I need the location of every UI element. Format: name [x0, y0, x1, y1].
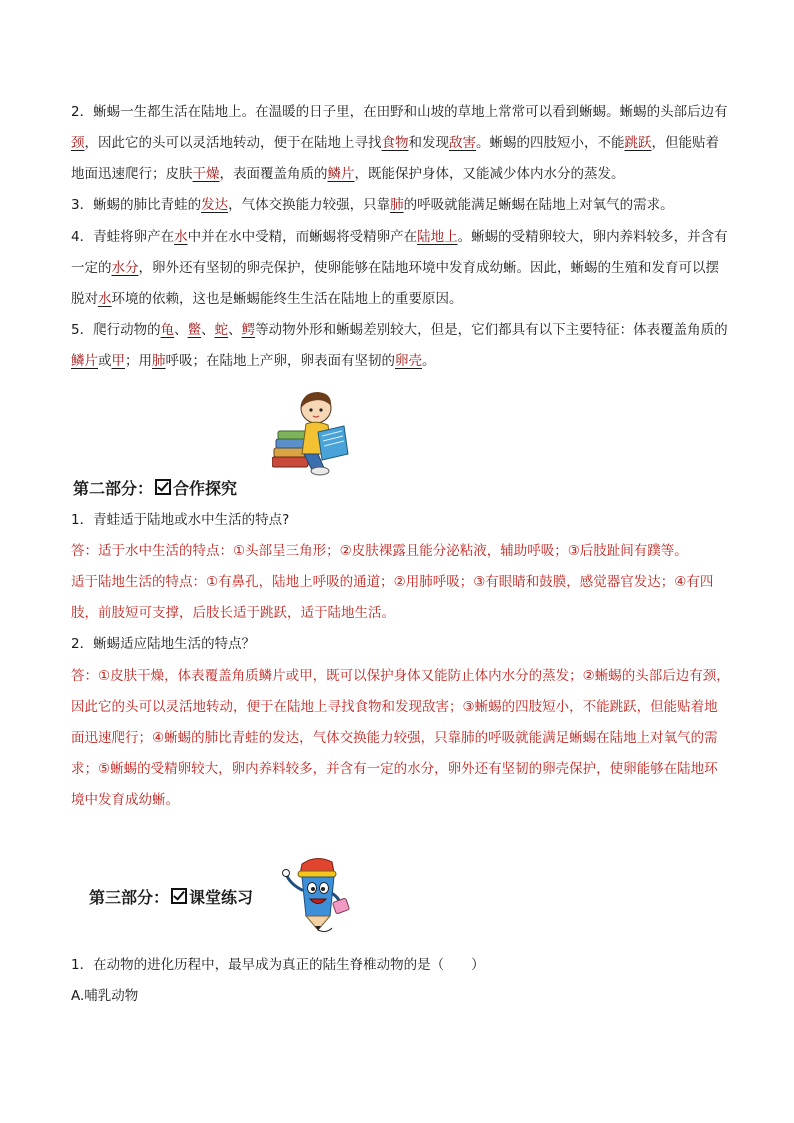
exercise-question-1: 1．在动物的进化历程中，最早成为真正的陆生脊椎动物的是（ ）: [71, 957, 485, 973]
blank-neck: 颈: [71, 135, 85, 151]
blank-water-env: 水: [98, 291, 112, 307]
blank-lung-2: 肺: [152, 353, 166, 369]
section-title-cooperative: 第二部分： 合作探究: [73, 479, 238, 498]
blank-snake: 蛇: [214, 322, 229, 338]
answer-1-land: 适于陆地生活的特点：①有鼻孔，陆地上呼吸的通道；②用肺呼吸；③有眼睛和鼓膜，感觉器官发达；④有四肢，前肢短可支撑，后肢长适于跳跃，适于陆地生活。: [71, 574, 714, 621]
answer-2: 答：①皮肤干燥，体表覆盖角质鳞片或甲，既可以保护身体又能防止体内水分的蒸发；②蜥蜴的头部后边有颈，因此它的头可以灵活地转动，便于在陆地上寻找食物和发现敌害；③蜥蜴的四肢短小，不能跳跃，但能贴着地面迅速爬行；④蜥蜴的肺比青蛙的发达，气体交换能力较强，只靠肺的呼吸就能满足蜥蜴在陆地上对氧气的需求；⑤蜥蜴的受精卵较大，卵内养料较多，并含有一定的水分，卵外还有坚韧的卵壳保护，使卵能够在陆地环境中发育成幼蜥。: [71, 668, 730, 808]
blank-turtle: 龟: [160, 322, 175, 338]
blank-scales: 鳞片: [327, 166, 355, 182]
checkbox-icon: [155, 479, 171, 495]
paragraph-reproduction: 4．青蛙将卵产在水中并在水中受精，而蜥蜴将受精卵产在陆地上。蜥蜴的受精卵较大，卵内养料较多，并含有一定的水分，卵外还有坚韧的卵壳保护，使卵能够在陆地环境中发育成幼蜥。因此，蜥蜴的生殖和发育可以摆脱对水环境的依赖，这也是蜥蜴能终生生活在陆地上的重要原因。: [71, 229, 728, 307]
blank-crocodile: 鳄: [241, 322, 256, 338]
blank-jump: 跳跃: [624, 135, 652, 151]
blank-land: 陆地上: [417, 229, 458, 245]
blank-food: 食物: [381, 135, 409, 151]
blank-lung: 肺: [390, 197, 404, 213]
pencil-mascot-illustration: [276, 854, 356, 934]
answer-1-water: 答：适于水中生活的特点：①头部呈三角形；②皮肤裸露且能分泌粘液，辅助呼吸；③后肢趾间有蹼等。: [71, 543, 688, 559]
paragraph-lizard-lung: 3．蜥蜴的肺比青蛙的发达，气体交换能力较强，只靠肺的呼吸就能满足蜥蜴在陆地上对氧气的需求。: [71, 197, 674, 213]
blank-moisture: 水分: [111, 260, 139, 276]
section-title-practice: 第三部分： 课堂练习: [89, 888, 254, 907]
question-2: 2．蜥蜴适应陆地生活的特点？: [71, 636, 256, 652]
question-1: 1．青蛙适于陆地或水中生活的特点?: [71, 512, 290, 528]
paragraph-lizard-land: 2．蜥蜴一生都生活在陆地上。在温暖的日子里，在田野和山坡的草地上常常可以看到蜥蜴。蜥蜴的头部后边有颈，因此它的头可以灵活地转动，便于在陆地上寻找食物和发现敌害。蜥蜴的四肢短小，不能跳跃，但能贴着地面迅速爬行；皮肤干燥，表面覆盖角质的鳞片，既能保护身体，又能减少体内水分的蒸发。: [71, 104, 728, 182]
blank-enemy: 敌害: [449, 135, 476, 151]
blank-dry: 干燥: [192, 166, 220, 182]
exercise-option-a: A.哺乳动物: [71, 988, 139, 1004]
blank-developed: 发达: [201, 197, 229, 213]
blank-scales-2: 鳞片: [71, 353, 98, 369]
blank-softshell: 鳖: [187, 322, 202, 338]
checkbox-icon: [171, 888, 187, 904]
blank-shell: 甲: [111, 353, 125, 369]
blank-water: 水: [174, 229, 188, 245]
paragraph-reptiles: 5．爬行动物的龟、鳖、蛇、鳄等动物外形和蜥蜴差别较大，但是，它们都具有以下主要特征：体表覆盖角质的鳞片或甲；用肺呼吸；在陆地上产卵，卵表面有坚韧的卵壳。: [71, 322, 728, 369]
boy-reading-illustration: [272, 388, 356, 476]
blank-eggshell: 卵壳: [395, 353, 422, 369]
